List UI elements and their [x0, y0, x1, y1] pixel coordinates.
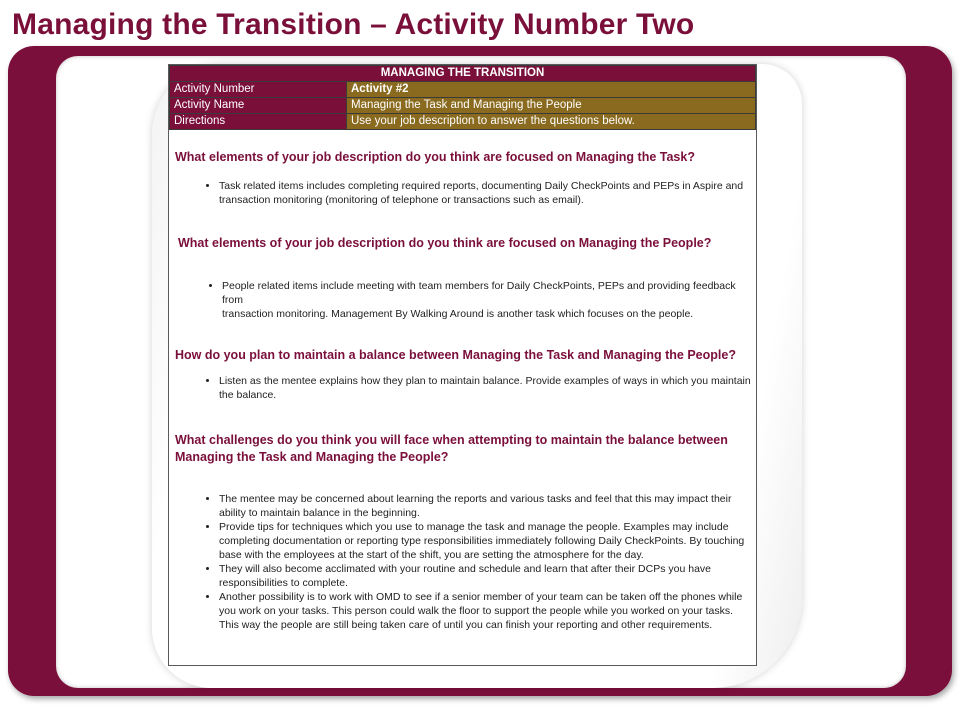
- list-item: • Listen as the mentee explains how they plan to maintain balance. Provide examples of ways in which you maintain the balance.: [219, 374, 752, 402]
- list-item: • People related items include meeting with team members for Daily CheckPoints, PEPs and providing feedback from transaction monitoring. Management By Walking Around is another task which focuses on the people.: [222, 279, 752, 321]
- table-header: MANAGING THE TRANSITION: [170, 66, 756, 82]
- question-heading: How do you plan to maintain a balance between Managing the Task and Managing the People?: [175, 348, 736, 362]
- row-label: Activity Number: [170, 82, 347, 98]
- row-value: Managing the Task and Managing the People: [347, 98, 756, 114]
- row-value: Activity #2: [347, 82, 756, 98]
- question-section-people: [178, 235, 752, 321]
- question-section-balance: [175, 347, 752, 402]
- row-value: Use your job description to answer the questions below.: [347, 114, 756, 130]
- activity-info-table: [169, 65, 756, 130]
- slide-title: Managing the Transition – Activity Number Two: [12, 8, 695, 41]
- list-item: • Another possibility is to work with OMD to see if a senior member of your team can be taken off the phones while you work on your tasks. This person could walk the floor to support the people while you worked on your tasks. This way the people are still being taken care of until you can finish your reporting and other requirements.: [219, 590, 752, 632]
- list-item: • Task related items includes completing required reports, documenting Daily CheckPoints and PEPs in Aspire and transaction monitoring (monitoring of telephone or transactions such as email).: [219, 179, 752, 207]
- question-heading: What elements of your job description do you think are focused on Managing the Task?: [175, 150, 695, 164]
- list-item: • Provide tips for techniques which you use to manage the task and manage the people. Examples may include completing documentation or reporting type responsibilities immediately following Daily CheckPoints. By touching base with the employees at the start of the shift, you are setting the atmosphere for the day.: [219, 520, 752, 562]
- question-heading: What elements of your job description do you think are focused on Managing the People?: [178, 236, 712, 250]
- row-label: Activity Name: [170, 98, 347, 114]
- table-row: [170, 82, 756, 98]
- list-item: • The mentee may be concerned about learning the reports and various tasks and feel that this may impact their ability to maintain balance in the beginning.: [219, 492, 752, 520]
- question-section-task: [175, 149, 752, 207]
- list-item: • They will also become acclimated with your routine and schedule and learn that after their DCPs you have responsibilities to complete.: [219, 562, 752, 590]
- table-row: [170, 98, 756, 114]
- question-heading: What challenges do you think you will face when attempting to maintain the balance between Managing the Task and Managing the People?: [175, 433, 728, 464]
- question-section-challenges: [175, 432, 752, 632]
- activity-document: [168, 64, 757, 666]
- row-label: Directions: [170, 114, 347, 130]
- table-row: [170, 114, 756, 130]
